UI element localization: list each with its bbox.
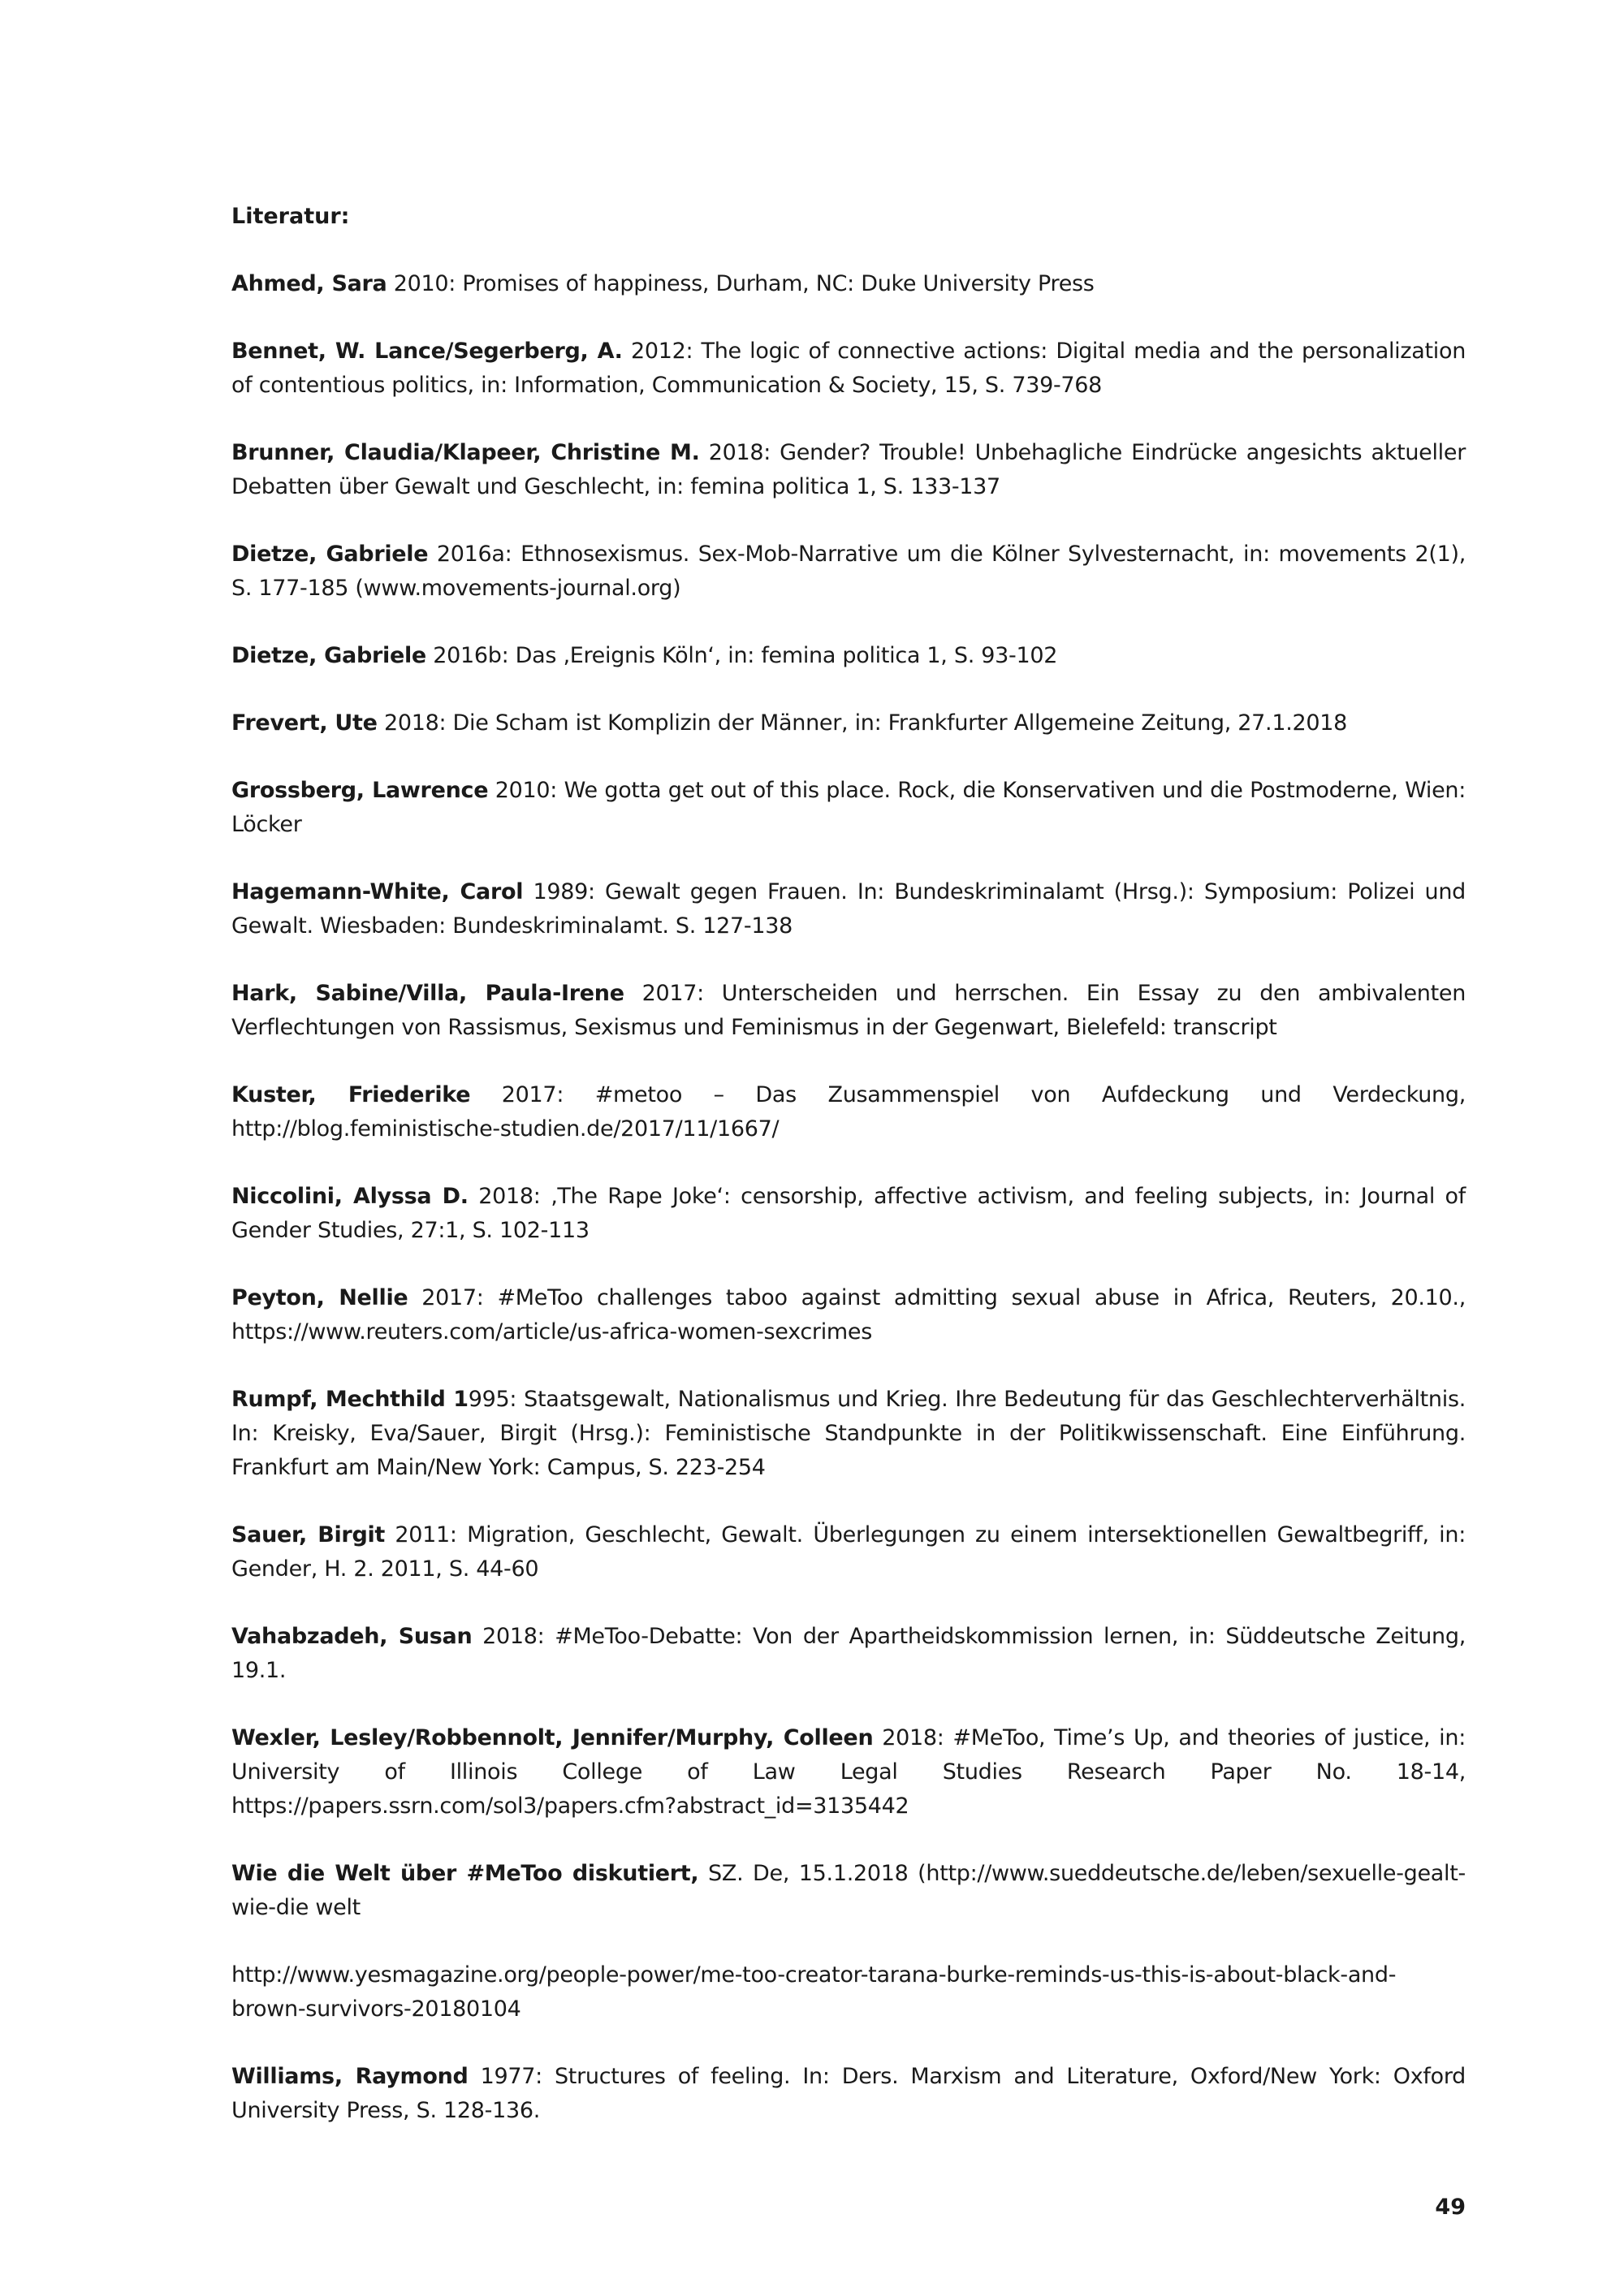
reference-author: Peyton, Nellie [231, 1285, 408, 1310]
reference-details: 2016b: Das ‚Ereignis Köln‘, in: femina politica 1, S. 93-102 [425, 643, 1058, 668]
reference-entry [231, 639, 1466, 673]
reference-entry [231, 1383, 1466, 1485]
reference-details: 2011: Migration, Geschlecht, Gewalt. Überlegungen zu einem intersektionellen Gewaltbegriff, in: Gender, H. 2. 2011, S. 44-60 [231, 1522, 1466, 1582]
reference-entry [231, 537, 1466, 606]
reference-details: 995: Staatsgewalt, Nationalismus und Krieg. Ihre Bedeutung für das Geschlechterverhältnis. In: Kreisky, Eva/Sauer, Birgit (Hrsg.): Feministische Standpunkte in der Politikwissenschaft. Eine Einführung. Frankfurt am Main/New York: Campus, S. 223-254 [231, 1387, 1466, 1480]
reference-author: Sauer, Birgit [231, 1522, 386, 1547]
reference-link[interactable]: http://www.yesmagazine.org/people-power/me-too-creator-tarana-burke-reminds-us-this-is-about-black-and-brown-survivors-20180104 [231, 1962, 1397, 2022]
reference-details: 2018: Die Scham ist Komplizin der Männer, in: Frankfurter Allgemeine Zeitung, 27.1.2018 [377, 710, 1348, 736]
reference-entry [231, 1180, 1466, 1248]
reference-entry [231, 2060, 1466, 2128]
reference-details: 2018: #MeToo, Time’s Up, and theories of justice, in: University of Illinois College of Law Legal Studies Research Paper No. 18-14, https://papers.ssrn.com/sol3/papers.cfm?abstract_id=3135442 [231, 1725, 1466, 1819]
reference-author: Frevert, Ute [231, 710, 378, 736]
reference-author: Grossberg, Lawrence [231, 778, 489, 803]
reference-author: Wexler, Lesley/Robbennolt, Jennifer/Murphy, Colleen [231, 1725, 874, 1750]
reference-details: 2018: #MeToo-Debatte: Von der Apartheidskommission lernen, in: Süddeutsche Zeitung, 19.1. [231, 1624, 1466, 1683]
reference-entry [231, 706, 1466, 740]
reference-details: 2012: The logic of connective actions: Digital media and the personalization of contentious politics, in: Information, Communication & Society, 15, S. 739-768 [231, 339, 1466, 398]
reference-entry [231, 1958, 1466, 2027]
reference-entry [231, 1857, 1466, 1925]
references-heading: Literatur: [231, 204, 350, 229]
reference-details: 2017: Unterscheiden und herrschen. Ein Essay zu den ambivalenten Verflechtungen von Rassismus, Sexismus und Feminismus in der Gegenwart, Bielefeld: transcript [231, 981, 1466, 1040]
reference-entry [231, 1620, 1466, 1688]
reference-details: 2010: Promises of happiness, Durham, NC: Duke University Press [387, 271, 1095, 296]
reference-author: Brunner, Claudia/Klapeer, Christine M. [231, 440, 700, 465]
reference-author: Kuster, Friederike [231, 1082, 471, 1107]
reference-author: Bennet, W. Lance/Segerberg, A. [231, 339, 623, 364]
reference-author: Hark, Sabine/Villa, Paula-Irene [231, 981, 624, 1006]
reference-entry [231, 977, 1466, 1045]
page-number: 49 [1435, 2195, 1466, 2220]
reference-details: 2018: ‚The Rape Joke‘: censorship, affective activism, and feeling subjects, in: Journal of Gender Studies, 27:1, S. 102-113 [231, 1184, 1466, 1243]
reference-entry [231, 1078, 1466, 1146]
reference-author: Wie die Welt über #MeToo diskutiert, [231, 1861, 699, 1886]
reference-details: 2018: Gender? Trouble! Unbehagliche Eindrücke angesichts aktueller Debatten über Gewalt und Geschlecht, in: femina politica 1, S. 133-137 [231, 440, 1466, 499]
reference-author: Dietze, Gabriele [231, 542, 429, 567]
reference-details: 1989: Gewalt gegen Frauen. In: Bundeskriminalamt (Hrsg.): Symposium: Polizei und Gewalt. Wiesbaden: Bundeskriminalamt. S. 127-138 [231, 879, 1466, 939]
reference-details: 1977: Structures of feeling. In: Ders. Marxism and Literature, Oxford/New York: Oxford University Press, S. 128-136. [231, 2064, 1466, 2123]
reference-author: Niccolini, Alyssa D. [231, 1184, 469, 1209]
reference-author: Ahmed, Sara [231, 271, 387, 296]
reference-details: 2010: We gotta get out of this place. Rock, die Konservativen und die Postmoderne, Wien: Löcker [231, 778, 1466, 837]
reference-entry [231, 1721, 1466, 1824]
reference-author: Rumpf, Mechthild 1 [231, 1387, 469, 1412]
reference-entry [231, 436, 1466, 504]
reference-entry [231, 1281, 1466, 1349]
reference-entry [231, 875, 1466, 943]
reference-author: Dietze, Gabriele [231, 643, 426, 668]
reference-author: Williams, Raymond [231, 2064, 469, 2089]
reference-details: SZ. De, 15.1.2018 (http://www.sueddeutsche.de/leben/sexuelle-gealt-wie-die welt [231, 1861, 1466, 1920]
reference-details: 2017: #metoo – Das Zusammenspiel von Aufdeckung und Verdeckung, http://blog.feministische-studien.de/2017/11/1667/ [231, 1082, 1466, 1142]
reference-details: 2017: #MeToo challenges taboo against admitting sexual abuse in Africa, Reuters, 20.10., https://www.reuters.com/article/us-africa-women-sexcrimes [231, 1285, 1466, 1345]
reference-details: 2016a: Ethnosexismus. Sex-Mob-Narrative um die Kölner Sylvesternacht, in: movements 2(1), S. 177-185 (www.movements-journal.org) [231, 542, 1466, 601]
reference-author: Vahabzadeh, Susan [231, 1624, 473, 1649]
reference-entry [231, 267, 1466, 301]
reference-entry [231, 335, 1466, 403]
reference-author: Hagemann-White, Carol [231, 879, 524, 904]
reference-entry [231, 1518, 1466, 1586]
page-body [231, 200, 1466, 2161]
reference-entry [231, 774, 1466, 842]
